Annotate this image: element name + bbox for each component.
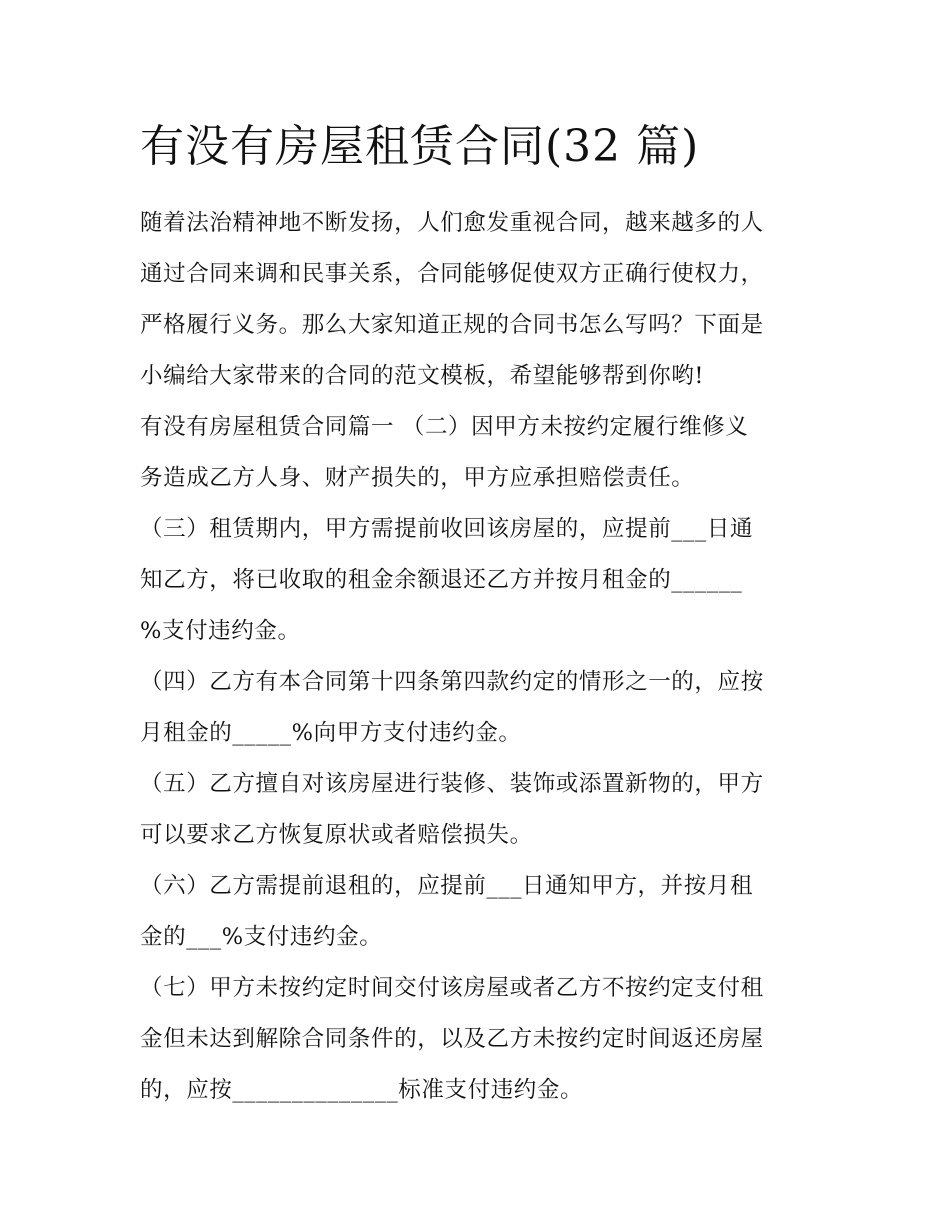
body-line: 月租金的_____%向甲方支付违约金。 — [140, 720, 522, 746]
body-line: （三）租赁期内，甲方需提前收回该房屋的，应提前___日通 — [140, 516, 754, 542]
body-line: （六）乙方需提前退租的，应提前___日通知甲方，并按月租 — [140, 873, 754, 899]
body-line: 有没有房屋租赁合同篇一 （二）因甲方未按约定履行维修义 — [140, 414, 749, 440]
body-line: 的，应按______________标准支付违约金。 — [140, 1077, 584, 1103]
body-line: 金的___%支付违约金。 — [140, 924, 383, 950]
body-line: 可以要求乙方恢复原状或者赔偿损失。 — [140, 822, 533, 848]
body-line: （五）乙方擅自对该房屋进行装修、装饰或添置新物的，甲方 — [140, 771, 764, 797]
body-line: 金但未达到解除合同条件的，以及乙方未按约定时间返还房屋 — [140, 1026, 764, 1052]
body-line: 严格履行义务。那么大家知道正规的合同书怎么写吗？下面是 — [140, 312, 764, 338]
document-title: 有没有房屋租赁合同(32 篇) — [140, 121, 700, 172]
body-line: 随着法治精神地不断发扬，人们愈发重视合同，越来越多的人 — [140, 210, 764, 236]
document-body — [140, 198, 820, 1116]
body-line: 通过合同来调和民事关系，合同能够促使双方正确行使权力， — [140, 261, 764, 287]
body-line: （四）乙方有本合同第十四条第四款约定的情形之一的，应按 — [140, 669, 764, 695]
body-line: （七）甲方未按约定时间交付该房屋或者乙方不按约定支付租 — [140, 975, 764, 1001]
body-line: 小编给大家带来的合同的范文模板，希望能够帮到你哟! — [140, 363, 705, 389]
body-line: %支付违约金。 — [140, 618, 301, 644]
body-line: 务造成乙方人身、财产损失的，甲方应承担赔偿责任。 — [140, 465, 695, 491]
body-line: 知乙方，将已收取的租金余额退还乙方并按月租金的______ — [140, 567, 743, 593]
